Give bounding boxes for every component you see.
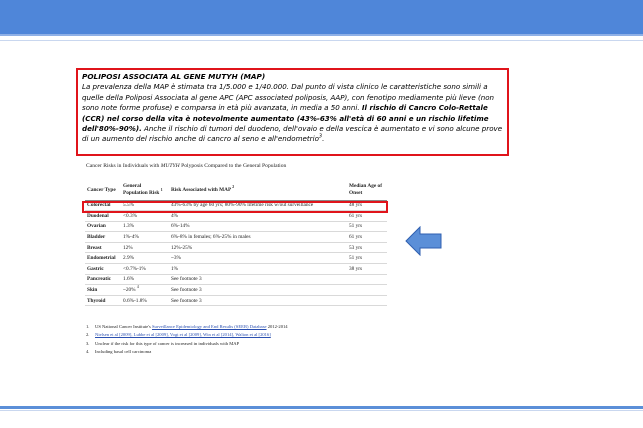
- cell-risk-map: [169, 253, 347, 264]
- header-bar: [0, 0, 643, 36]
- footnote-text: Unclear if the risk for this type of cancer is increased in individuals with MAP: [95, 340, 240, 346]
- footer-bar: [0, 406, 643, 409]
- cell-general-risk-text: <0.3%: [123, 212, 138, 219]
- footnote-item: [86, 348, 288, 356]
- cell-cancer-type-text: Skin: [87, 287, 98, 294]
- table-body: [85, 200, 387, 306]
- cell-general-risk: [121, 242, 169, 253]
- cell-risk-map-text: See footnote 3: [171, 297, 202, 304]
- table-row: [85, 242, 387, 253]
- footnote-number: 1.: [86, 324, 90, 329]
- table-row: [85, 274, 387, 285]
- cell-general-risk-text: 12%: [123, 244, 133, 251]
- cell-median-age-text: 51 yrs: [349, 255, 363, 262]
- cell-cancer-type: [85, 274, 121, 285]
- cell-median-age: [347, 264, 387, 275]
- cell-median-age: [347, 285, 387, 296]
- cell-risk-map-text: 1%: [171, 265, 179, 272]
- cell-general-risk: [121, 285, 169, 296]
- cell-cancer-type: [85, 232, 121, 243]
- cell-general-risk: [121, 253, 169, 264]
- cell-median-age-text: 38 yrs: [349, 265, 363, 272]
- footnote-item: [86, 331, 288, 339]
- cell-median-age-text: 61 yrs: [349, 234, 363, 241]
- cell-risk-map: [169, 221, 347, 232]
- table-header-row: [85, 180, 387, 200]
- table-row: [85, 295, 387, 306]
- cell-median-age-text: 61 yrs: [349, 212, 363, 219]
- cell-general-risk: [121, 295, 169, 306]
- cell-risk-map-text: 6%-8% in females; 6%-25% in males: [171, 234, 251, 241]
- cell-general-risk-text: 1.6%: [123, 276, 135, 283]
- cell-cancer-type: [85, 264, 121, 275]
- cell-cancer-type: [85, 285, 121, 296]
- footnote-number: 3.: [86, 340, 90, 346]
- cell-general-risk-text: 5.5%: [123, 202, 135, 209]
- cell-risk-map: [169, 242, 347, 253]
- map-reference-sup: 3: [318, 134, 323, 141]
- map-text-end: .: [322, 134, 325, 144]
- map-prevalence-text: La prevalenza della MAP è stimata tra 1/5.000 e 1/40.000. Dal punto di vista clinico le caratteristiche sono simili a quelle della Poliposi Associata al gene APC (APC associated poliposis, AAP), con fenotipo mediamente più lieve (non sono note forme profuse) e comparsa in età più avanzata, in media a 50 anni.: [82, 82, 495, 113]
- table-row: [85, 232, 387, 243]
- cell-risk-map-text: ~3%: [171, 255, 181, 262]
- cell-median-age: [347, 232, 387, 243]
- table-caption-gene: MUTYH: [160, 163, 180, 169]
- cell-general-risk-text: 2.9%: [123, 255, 135, 262]
- cell-median-age: [347, 253, 387, 264]
- map-description-box: [76, 68, 509, 156]
- footnotes: [86, 323, 288, 356]
- cell-cancer-type: [85, 221, 121, 232]
- cell-general-risk-sup: 4: [136, 285, 139, 290]
- cell-cancer-type: [85, 295, 121, 306]
- cell-risk-map-text: See footnote 3: [171, 276, 202, 283]
- cell-cancer-type: [85, 253, 121, 264]
- header-general-risk-label: General Population Risk: [123, 183, 160, 196]
- table-row: [85, 221, 387, 232]
- cell-risk-map: [169, 274, 347, 285]
- header-risk-map-label: Risk Associated with MAP: [171, 186, 231, 193]
- cell-median-age-text: 51 yrs: [349, 223, 363, 230]
- footnote-item: [86, 340, 288, 348]
- cell-cancer-type-text: Colorectal: [87, 202, 111, 209]
- cell-risk-map-text: 12%-25%: [171, 244, 193, 251]
- header-general-risk: [121, 180, 169, 200]
- cancer-risk-table: [85, 180, 387, 306]
- cell-general-risk: [121, 232, 169, 243]
- cell-general-risk-text: ~20%: [123, 287, 136, 294]
- header-cancer-type: Cancer Type: [85, 180, 121, 200]
- cell-general-risk: [121, 274, 169, 285]
- header-risk-map: [169, 180, 347, 200]
- cell-cancer-type-text: Breast: [87, 244, 102, 251]
- footnote-link[interactable]: Surveillance Epidemiology and End Results (SEER) Database: [151, 324, 267, 329]
- cell-cancer-type-text: Ovarian: [87, 223, 106, 230]
- footnote-number: 4.: [86, 348, 90, 354]
- header-risk-map-sup: 2: [232, 184, 235, 189]
- table-row: [85, 264, 387, 275]
- cell-median-age: [347, 295, 387, 306]
- footnote-text: US National Cancer Institute's: [95, 324, 152, 329]
- cell-cancer-type-text: Duodenal: [87, 212, 109, 219]
- header-divider: [0, 40, 643, 41]
- cell-median-age-text: 48 yrs: [349, 202, 363, 209]
- cell-risk-map: [169, 285, 347, 296]
- cell-cancer-type-text: Pancreatic: [87, 276, 112, 283]
- cell-general-risk-text: <0.7%-1%: [123, 265, 146, 272]
- cell-median-age: [347, 221, 387, 232]
- table-caption-pre: Cancer Risks in Individuals with: [86, 163, 161, 169]
- map-paragraph: [82, 82, 503, 144]
- header-median-age: Median Age of Onset: [347, 180, 387, 200]
- footer-divider: [0, 410, 643, 411]
- left-arrow-icon: [405, 226, 442, 256]
- map-other-risk-text: Anche il rischio di tumori del duodeno, dell'ovaio e della vescica è aumentato e vi sono alcune prove di un aumento del rischio anche di cancro al seno e all'endometrio: [82, 124, 503, 144]
- cell-general-risk-text: 1%-4%: [123, 234, 139, 241]
- cell-risk-map-text: 6%-14%: [171, 223, 190, 230]
- cell-risk-map: [169, 232, 347, 243]
- cell-cancer-type: [85, 242, 121, 253]
- cell-general-risk: [121, 264, 169, 275]
- colorectal-row-highlight: [82, 201, 388, 213]
- footnote-link[interactable]: Nielsen et al [2009], Lubbe et al [2009], Vogt et al [2009], Win et al [2014], Walton et al [2016]: [95, 332, 271, 338]
- cell-cancer-type-text: Bladder: [87, 234, 106, 241]
- cell-median-age: [347, 274, 387, 285]
- map-ccr-risk-text: Il rischio di Cancro Colo-Rettale (CCR) nel corso della vita è notevolmente aumentato (43%-63% all'età di 60 anni e un rischio lifetime dell'80%-90%).: [82, 103, 489, 134]
- footnote-text: 2012-2014: [266, 324, 288, 329]
- footnote-text: Including basal cell carcinoma: [95, 348, 152, 354]
- footnote-number: 2.: [86, 332, 90, 338]
- cell-risk-map-text: 4%: [171, 212, 179, 219]
- cell-cancer-type-text: Gastric: [87, 265, 104, 272]
- cell-risk-map-text: 43%-63% by age 60 yrs; 80%-90% lifetime risk w/out surveillance: [171, 202, 314, 209]
- cell-risk-map-text: See footnote 3: [171, 287, 202, 294]
- table-caption: [86, 163, 286, 169]
- footnote-item: [86, 323, 288, 331]
- cell-risk-map: [169, 264, 347, 275]
- cell-general-risk: [121, 221, 169, 232]
- cell-risk-map: [169, 295, 347, 306]
- cell-general-risk-text: 1.3%: [123, 223, 135, 230]
- header-general-risk-sup: 1: [160, 187, 163, 192]
- table-row: [85, 285, 387, 296]
- cell-general-risk-text: 0.6%-1.8%: [123, 297, 147, 304]
- cell-cancer-type-text: Thyroid: [87, 297, 106, 304]
- table-row: [85, 253, 387, 264]
- table-caption-post: Polyposis Compared to the General Population: [179, 163, 287, 169]
- cell-median-age: [347, 242, 387, 253]
- map-title: POLIPOSI ASSOCIATA AL GENE MUTYH (MAP): [82, 72, 266, 81]
- cell-median-age-text: 53 yrs: [349, 244, 363, 251]
- cell-cancer-type-text: Endometrial: [87, 255, 116, 262]
